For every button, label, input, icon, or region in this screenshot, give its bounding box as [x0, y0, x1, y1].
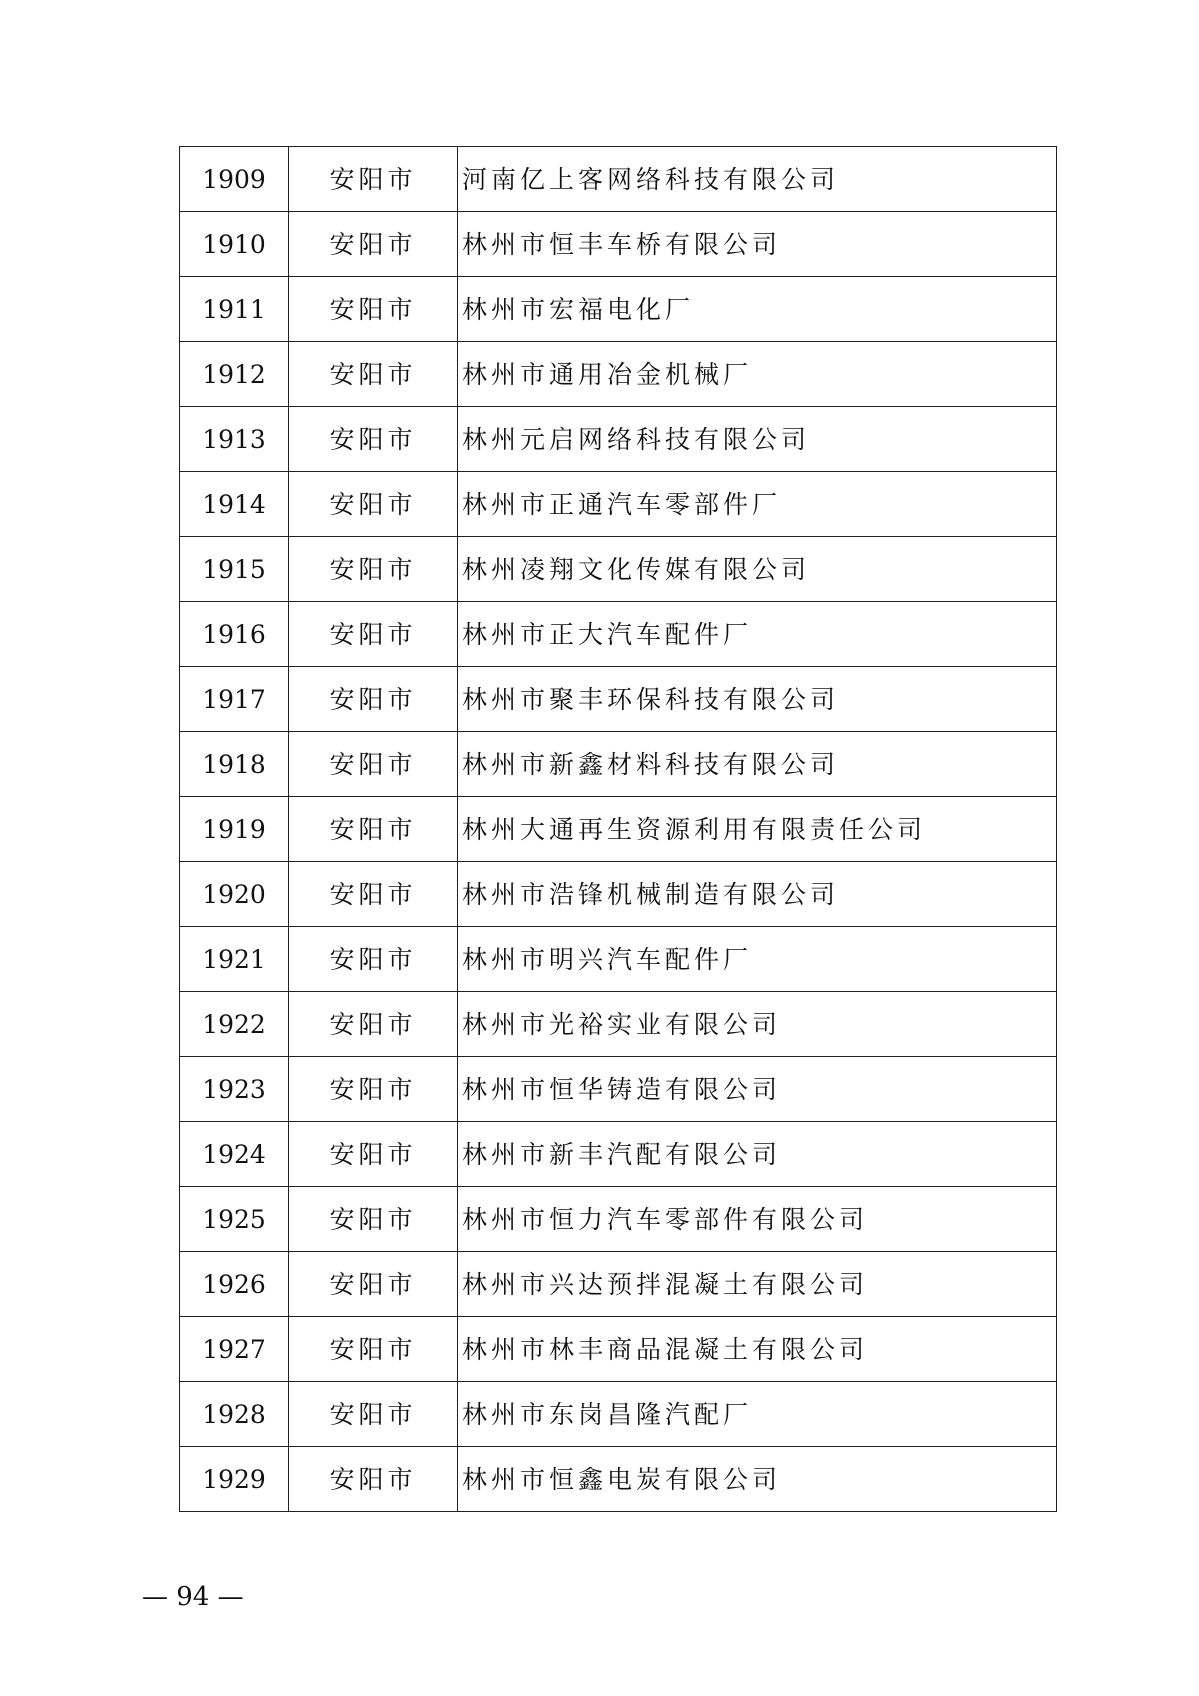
- company-list-table: [179, 146, 1057, 1512]
- page-number: — 94 —: [142, 1582, 244, 1612]
- city-cell: 安阳市: [289, 797, 458, 862]
- row-number-cell: 1929: [180, 1447, 289, 1512]
- city-cell: 安阳市: [289, 212, 458, 277]
- city-cell: 安阳市: [289, 1447, 458, 1512]
- city-cell: 安阳市: [289, 1187, 458, 1252]
- city-cell: 安阳市: [289, 667, 458, 732]
- city-cell: 安阳市: [289, 732, 458, 797]
- row-number-cell: 1910: [180, 212, 289, 277]
- company-name-cell: 林州市兴达预拌混凝土有限公司: [458, 1252, 1057, 1317]
- table-row: [180, 342, 1057, 407]
- city-cell: 安阳市: [289, 472, 458, 537]
- row-number-cell: 1913: [180, 407, 289, 472]
- company-name-cell: 林州市恒鑫电炭有限公司: [458, 1447, 1057, 1512]
- row-number-cell: 1927: [180, 1317, 289, 1382]
- row-number-cell: 1922: [180, 992, 289, 1057]
- city-cell: 安阳市: [289, 992, 458, 1057]
- table-row: [180, 472, 1057, 537]
- row-number-cell: 1926: [180, 1252, 289, 1317]
- table-row: [180, 407, 1057, 472]
- company-name-cell: 河南亿上客网络科技有限公司: [458, 147, 1057, 212]
- company-name-cell: 林州市林丰商品混凝土有限公司: [458, 1317, 1057, 1382]
- row-number-cell: 1920: [180, 862, 289, 927]
- table-body: [180, 147, 1057, 1512]
- company-name-cell: 林州凌翔文化传媒有限公司: [458, 537, 1057, 602]
- row-number-cell: 1918: [180, 732, 289, 797]
- row-number-cell: 1917: [180, 667, 289, 732]
- company-name-cell: 林州市正通汽车零部件厂: [458, 472, 1057, 537]
- company-name-cell: 林州市新鑫材料科技有限公司: [458, 732, 1057, 797]
- row-number-cell: 1911: [180, 277, 289, 342]
- table-row: [180, 602, 1057, 667]
- company-name-cell: 林州市恒华铸造有限公司: [458, 1057, 1057, 1122]
- company-name-cell: 林州市正大汽车配件厂: [458, 602, 1057, 667]
- table-row: [180, 862, 1057, 927]
- table-row: [180, 1382, 1057, 1447]
- row-number-cell: 1923: [180, 1057, 289, 1122]
- company-name-cell: 林州市浩锋机械制造有限公司: [458, 862, 1057, 927]
- city-cell: 安阳市: [289, 1057, 458, 1122]
- company-name-cell: 林州市新丰汽配有限公司: [458, 1122, 1057, 1187]
- city-cell: 安阳市: [289, 1317, 458, 1382]
- table-row: [180, 927, 1057, 992]
- table-row: [180, 1447, 1057, 1512]
- table-row: [180, 212, 1057, 277]
- company-name-cell: 林州市宏福电化厂: [458, 277, 1057, 342]
- city-cell: 安阳市: [289, 277, 458, 342]
- city-cell: 安阳市: [289, 407, 458, 472]
- city-cell: 安阳市: [289, 862, 458, 927]
- company-name-cell: 林州市聚丰环保科技有限公司: [458, 667, 1057, 732]
- row-number-cell: 1919: [180, 797, 289, 862]
- table-row: [180, 1187, 1057, 1252]
- city-cell: 安阳市: [289, 927, 458, 992]
- company-name-cell: 林州元启网络科技有限公司: [458, 407, 1057, 472]
- city-cell: 安阳市: [289, 1252, 458, 1317]
- row-number-cell: 1914: [180, 472, 289, 537]
- row-number-cell: 1928: [180, 1382, 289, 1447]
- company-name-cell: 林州市光裕实业有限公司: [458, 992, 1057, 1057]
- company-name-cell: 林州市明兴汽车配件厂: [458, 927, 1057, 992]
- row-number-cell: 1909: [180, 147, 289, 212]
- city-cell: 安阳市: [289, 537, 458, 602]
- table-row: [180, 277, 1057, 342]
- city-cell: 安阳市: [289, 602, 458, 667]
- city-cell: 安阳市: [289, 342, 458, 407]
- city-cell: 安阳市: [289, 147, 458, 212]
- company-name-cell: 林州市东岗昌隆汽配厂: [458, 1382, 1057, 1447]
- row-number-cell: 1916: [180, 602, 289, 667]
- table-row: [180, 992, 1057, 1057]
- company-name-cell: 林州大通再生资源利用有限责任公司: [458, 797, 1057, 862]
- city-cell: 安阳市: [289, 1382, 458, 1447]
- table-row: [180, 537, 1057, 602]
- row-number-cell: 1915: [180, 537, 289, 602]
- row-number-cell: 1921: [180, 927, 289, 992]
- table-row: [180, 1317, 1057, 1382]
- city-cell: 安阳市: [289, 1122, 458, 1187]
- row-number-cell: 1925: [180, 1187, 289, 1252]
- table-row: [180, 1122, 1057, 1187]
- company-name-cell: 林州市恒丰车桥有限公司: [458, 212, 1057, 277]
- table-row: [180, 1057, 1057, 1122]
- table-row: [180, 147, 1057, 212]
- row-number-cell: 1924: [180, 1122, 289, 1187]
- table-row: [180, 732, 1057, 797]
- table-row: [180, 1252, 1057, 1317]
- row-number-cell: 1912: [180, 342, 289, 407]
- table-row: [180, 667, 1057, 732]
- company-name-cell: 林州市通用冶金机械厂: [458, 342, 1057, 407]
- table-row: [180, 797, 1057, 862]
- company-name-cell: 林州市恒力汽车零部件有限公司: [458, 1187, 1057, 1252]
